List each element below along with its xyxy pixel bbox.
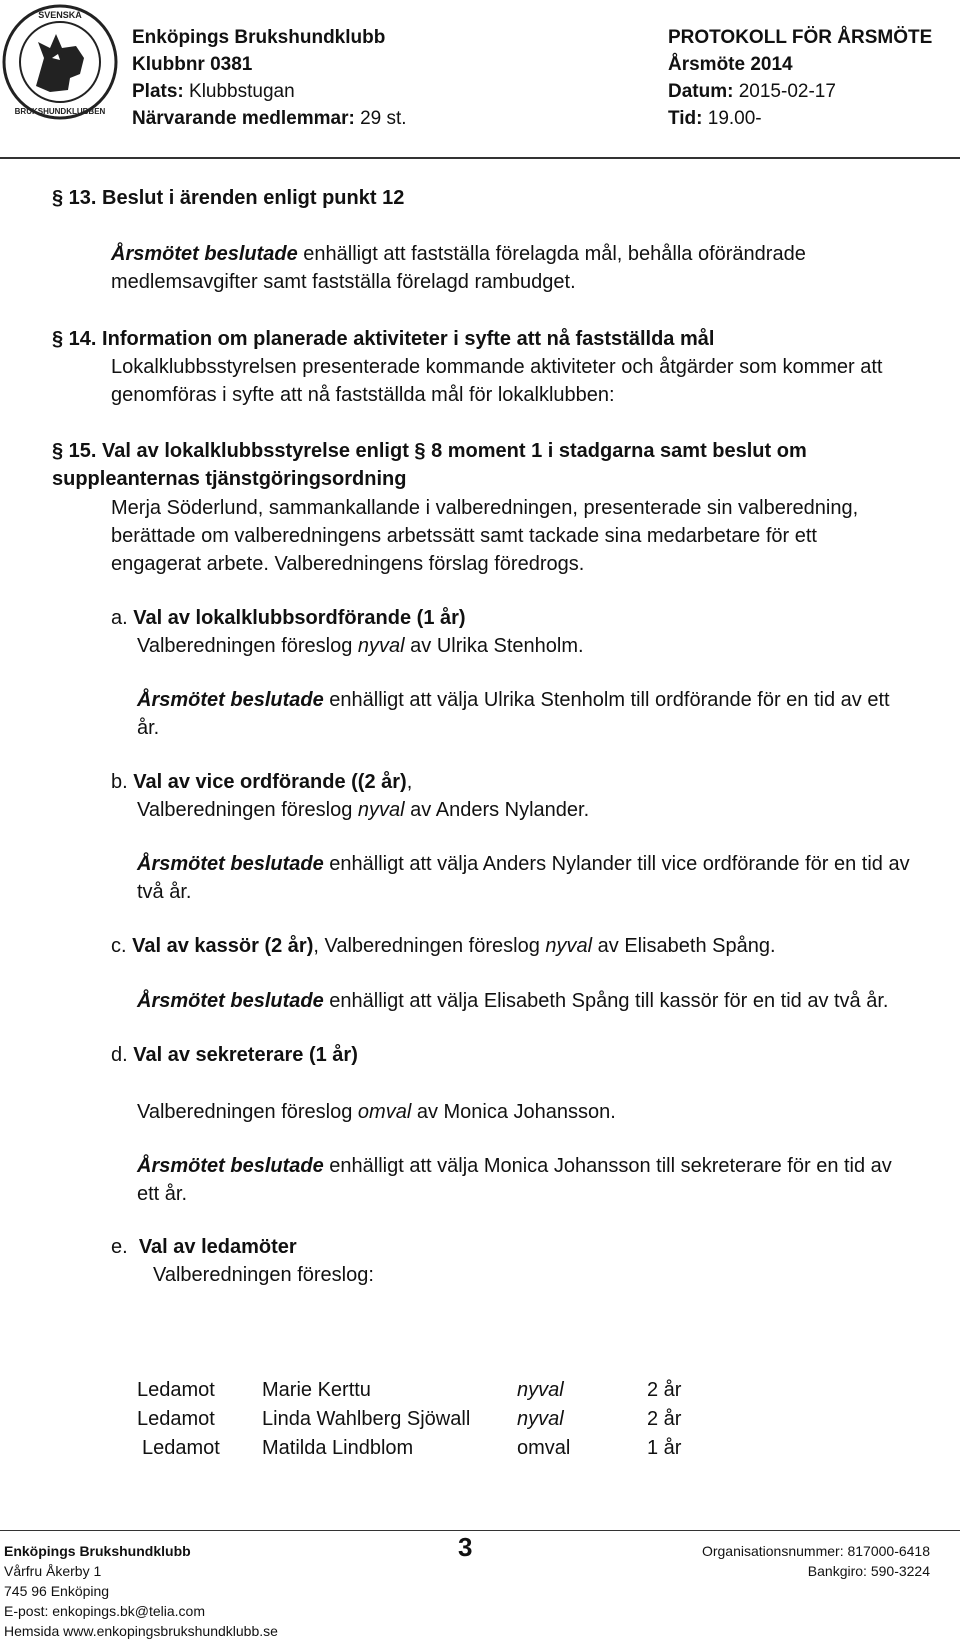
item-e-proposal: Valberedningen föreslog: [153,1264,374,1286]
page-header [0,0,960,160]
meeting-name: Årsmöte 2014 [668,54,793,75]
item-c-heading: c. Val av kassör (2 år), Valberedningen föreslog nyval av Elisabeth Spång. [111,935,776,957]
footer-org-info [702,1541,930,1581]
meeting-date: Datum: 2015-02-17 [668,81,836,102]
club-logo [0,2,120,122]
board-members-table [137,1376,681,1463]
item-a-decision: Årsmötet beslutade enhälligt att välja Ulrika Stenholm till ordförande för en tid av ett år. [137,689,890,739]
section-14-text: Lokalklubbsstyrelsen presenterade kommande aktiviteter och åtgärder som kommer att genomföras i syfte att nå fastställda mål för lokalklubben: [111,356,883,406]
table-row [137,1376,681,1405]
svg-text:SVENSKA: SVENSKA [38,10,82,20]
bankgiro-number: Bankgiro: 590-3224 [807,1563,930,1579]
page-number: 3 [458,1532,473,1562]
item-b-decision: Årsmötet beslutade enhälligt att välja Anders Nylander till vice ordförande för en tid av två år. [137,853,910,903]
member-term: 2 år [647,1408,682,1430]
footer-address-line2: 745 96 Enköping [4,1583,110,1599]
section-13-heading: § 13. Beslut i ärenden enligt punkt 12 [52,187,405,209]
club-number: Klubbnr 0381 [132,54,253,75]
item-e-heading: e. Val av ledamöter [111,1236,297,1258]
member-name: Marie Kerttu [262,1379,371,1401]
item-a-heading: a. Val av lokalklubbsordförande (1 år) [111,607,466,629]
member-name: Matilda Lindblom [262,1437,414,1459]
member-election-type: omval [517,1437,571,1459]
footer-divider [0,1530,960,1531]
section-13-decision: Årsmötet beslutade enhälligt att fastställa förelagda mål, behålla oförändrade medlemsavgifter samt fastställa förelagd rambudget. [111,243,806,293]
member-role: Ledamot [142,1437,220,1459]
footer-address-line1: Vårfru Åkerby 1 [4,1563,102,1579]
member-term: 1 år [647,1437,682,1459]
member-election-type: nyval [517,1379,564,1401]
member-election-type: nyval [517,1408,564,1430]
document-title: PROTOKOLL FÖR ÅRSMÖTE [668,27,933,48]
member-role: Ledamot [137,1408,215,1430]
header-divider [0,157,960,159]
item-a-proposal: Valberedningen föreslog nyval av Ulrika Stenholm. [137,635,584,657]
club-name: Enköpings Brukshundklubb [132,27,386,48]
table-row [137,1405,681,1434]
members-present: Närvarande medlemmar: 29 st. [132,108,407,129]
svg-text:BRUKSHUNDKLUBBEN: BRUKSHUNDKLUBBEN [14,107,106,116]
footer-contact [4,1541,278,1641]
section-14-heading: § 14. Information om planerade aktiviteter i syfte att nå fastställda mål [52,328,715,350]
item-d-heading: d. Val av sekreterare (1 år) [111,1044,358,1066]
member-role: Ledamot [137,1379,215,1401]
section-15-text: Merja Söderlund, sammankallande i valberedningen, presenterade sin valberedning, berättade om valberedningens arbetssätt samt tackade sina medarbetare för ett engagerat arbete. Valberedningens förslag föredrogs. [111,497,859,575]
section-15-heading: § 15. Val av lokalklubbsstyrelse enligt § 8 moment 1 i stadgarna samt beslut om suppleanternas tjänstgöringsordning [52,440,807,490]
member-term: 2 år [647,1379,682,1401]
footer-club-name: Enköpings Brukshundklubb [4,1543,191,1559]
item-c-decision: Årsmötet beslutade enhälligt att välja Elisabeth Spång till kassör för en tid av två år. [137,990,889,1012]
footer-email: E-post: enkopings.bk@telia.com [4,1603,205,1619]
item-d-proposal: Valberedningen föreslog omval av Monica Johansson. [137,1101,616,1123]
org-number: Organisationsnummer: 817000-6418 [701,1543,930,1559]
footer-website: Hemsida www.enkopingsbrukshundklubb.se [4,1623,278,1639]
item-b-heading: b. Val av vice ordförande ((2 år), [111,771,413,793]
meeting-time: Tid: 19.00- [668,108,762,129]
meeting-place: Plats: Klubbstugan [132,81,295,102]
item-b-proposal: Valberedningen föreslog nyval av Anders Nylander. [137,799,590,821]
header-right [668,24,932,132]
table-row [137,1434,681,1463]
header-left [132,24,407,132]
member-name: Linda Wahlberg Sjöwall [262,1408,471,1430]
item-d-decision: Årsmötet beslutade enhälligt att välja Monica Johansson till sekreterare för en tid av ett år. [137,1155,892,1205]
